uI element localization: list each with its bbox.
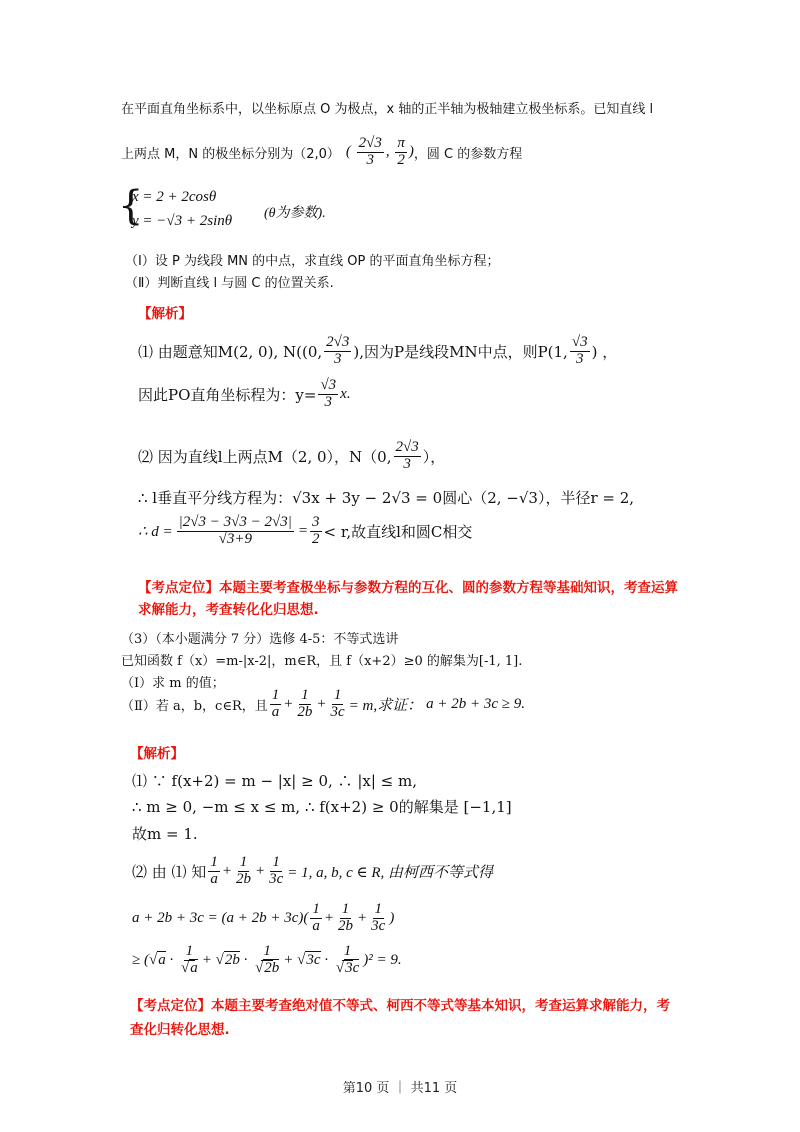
solution1-step1	[138, 335, 617, 368]
s2-5-part-b: )	[389, 909, 395, 926]
knowledge-note-1-line2: 求解能力，考查转化化归思想.	[138, 602, 319, 618]
solution2-step5	[132, 902, 394, 935]
s2-5-part-a: a + 2b + 3c = (a + 2b + 3c)(	[132, 909, 309, 926]
s5-part-b: =	[297, 522, 308, 539]
s5-part-c: < r,故直线l和圆C相交	[323, 522, 473, 541]
question-1: （Ⅰ）设 P 为线段 MN 的中点，求直线 OP 的平面直角坐标方程；	[125, 254, 500, 269]
s2-frac-num: √3	[320, 377, 337, 393]
part3-title: （3）（本小题满分 7 分）选修 4-5：不等式选讲	[121, 632, 399, 647]
polar-n-den: 3	[366, 151, 374, 168]
param-equation-y: y = −√3 + 2sinθ	[132, 213, 233, 229]
knowledge-note-2-line2: 查化归转化思想.	[130, 1022, 230, 1038]
solution2-step1: ⑴ ∵ f(x+2) = m − |x| ≥ 0, ∴ |x| ≤ m,	[132, 772, 417, 790]
intro-line-2-suffix: ，圆 C 的参数方程	[413, 146, 523, 162]
solution2-step3: 故m = 1.	[132, 825, 198, 843]
s3-frac-den: 3	[403, 455, 411, 472]
solution-tag-1: 【解析】	[138, 306, 192, 322]
s3-frac-num: 2√3	[395, 439, 419, 455]
reciprocal-sum: $\frac{1}{a}$ + $\frac{1}{2b}$ + $\frac{1}{3c}$	[271, 687, 345, 720]
intro-line-2-prefix: 上两点 M，N 的极坐标分别为（2,0）	[121, 146, 340, 162]
solution1-step4: ∴ l垂直平分线方程为：√3x + 3y − 2√3 = 0圆心（2, −√3），半径r = 2,	[138, 489, 635, 507]
s5-den: √3+9	[218, 530, 252, 547]
polar-coordinate-n: ( $\frac{2√3}{3}$ , $\frac{\pi}{2}$ )	[345, 135, 414, 168]
s1-part-c: ) ，	[591, 342, 618, 361]
left-brace: {	[118, 183, 144, 229]
s1-part-b: ),因为P是线段MN中点，则P(1,	[353, 342, 568, 361]
page-footer: 第10 页 ｜ 共11 页	[342, 1081, 458, 1096]
cauchy-terms: √ a · $\frac{1}{√a}$ + √ 2b · $\frac{1}{√2b}$ + √ 3c · $\frac{1}{√3c}$	[148, 943, 360, 976]
solution1-step3	[138, 440, 445, 473]
s5-num: |2√3 − 3√3 − 2√3|	[178, 514, 292, 530]
part3-question-1: （Ⅰ）求 m 的值；	[121, 676, 225, 691]
solution2-step2: ∴ m ≥ 0, −m ≤ x ≤ m, ∴ f(x+2) ≥ 0的解集是 [−1,1]	[132, 798, 512, 816]
s2-frac-den: 3	[324, 393, 333, 410]
polar-n-num: 2√3	[358, 135, 382, 151]
s2-4-part-b: = 1, a, b, c ∈ R, 由柯西不等式得	[287, 864, 494, 881]
part3-given: 已知函数 f（x）=m-|x-2|，m∈R，且 f（x+2）≥0 的解集为[-1, 1].	[121, 654, 523, 669]
intro-line-2	[121, 136, 522, 169]
knowledge-note-1-line1: 【考点定位】本题主要考查极坐标与参数方程的互化、圆的参数方程等基础知识，考查运算	[138, 580, 678, 596]
knowledge-note-2-line1: 【考点定位】本题主要考查绝对值不等式、柯西不等式等基本知识，考查运算求解能力，考	[130, 998, 670, 1014]
s3-part-b: ），	[422, 447, 446, 466]
part3-question-2	[121, 688, 525, 721]
intro-line-1: 在平面直角坐标系中，以坐标原点 O 为极点，x 轴的正半轴为极轴建立极坐标系。已知直线 l	[121, 102, 654, 117]
p3-q2-part-b: = m,求证：	[348, 697, 423, 714]
solution2-step6	[132, 944, 402, 977]
s2-6-part-a: ≥ (	[132, 951, 149, 968]
s5-frac-den: 2	[312, 530, 320, 547]
p3-q2-part-a: （Ⅱ）若 a，b，c∈R，且	[121, 698, 268, 714]
param-equation-x: x = 2 + 2cosθ	[132, 189, 217, 205]
question-2: （Ⅱ）判断直线 l 与圆 C 的位置关系.	[125, 276, 334, 291]
reciprocal-sum-3: $\frac{1}{a}$ + $\frac{1}{2b}$ + $\frac{1}{3c}$	[312, 901, 386, 934]
s2-6-part-b: )² = 9.	[363, 951, 402, 968]
s3-part-a: ⑵ 因为直线l上两点M（2, 0），N（0,	[138, 447, 392, 466]
solution-tag-2: 【解析】	[130, 746, 184, 762]
s5-part-a: ∴ d =	[138, 523, 173, 540]
s1-frac2-den: 3	[575, 350, 584, 367]
s2-4-part-a: ⑵ 由 ⑴ 知	[132, 862, 207, 881]
solution1-step5	[138, 515, 472, 548]
s1-frac-den: 3	[334, 350, 342, 367]
p3-q2-part-c: a + 2b + 3c ≥ 9.	[426, 695, 526, 712]
polar-n-pi-den: 2	[397, 151, 405, 168]
s5-frac-num: 3	[312, 514, 320, 530]
s2-part-a: 因此PO直角坐标程为：y=	[138, 385, 317, 404]
solution2-step4	[132, 855, 493, 888]
polar-n-pi: π	[397, 135, 405, 151]
s2-part-b: x.	[340, 385, 351, 402]
reciprocal-sum-2: $\frac{1}{a}$ + $\frac{1}{2b}$ + $\frac{1}{3c}$	[210, 854, 284, 887]
s1-frac2-num: √3	[571, 334, 588, 350]
s1-frac-num: 2√3	[326, 334, 350, 350]
s1-part-a: ⑴ 由题意知M(2, 0), N((0,	[138, 342, 323, 361]
solution1-step2	[138, 378, 351, 411]
param-note: (θ为参数).	[264, 206, 326, 221]
